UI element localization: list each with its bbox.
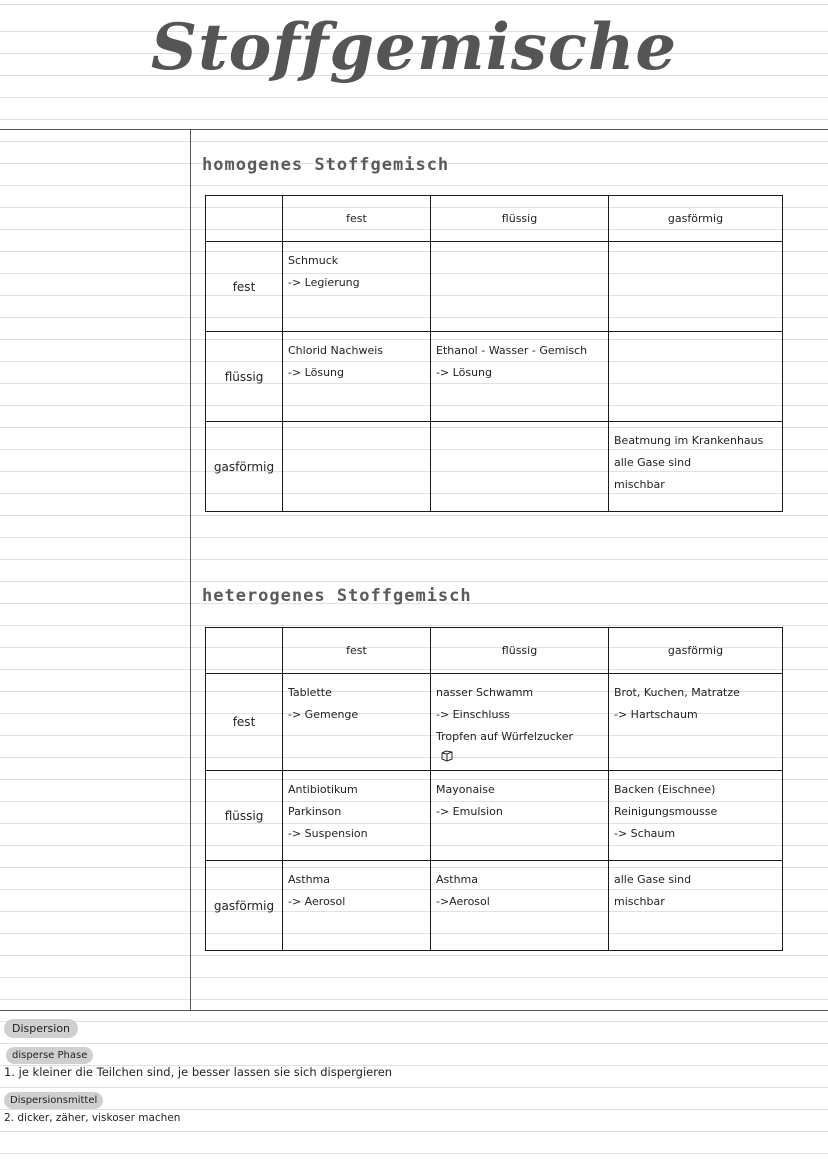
table-row [206, 332, 783, 422]
cell-text: Tropfen auf Würfelzucker [436, 730, 574, 743]
sugar-cube-icon [440, 748, 454, 767]
cell-text: -> Gemenge [288, 708, 359, 721]
cell-text: Brot, Kuchen, Matratze [614, 686, 740, 699]
row-header: flüssig [206, 771, 283, 861]
homogen-table [205, 195, 783, 512]
cell-text: alle Gase sind [614, 873, 692, 886]
table-cell [431, 422, 609, 512]
footer-divider [0, 1010, 828, 1011]
table-cell [431, 861, 609, 951]
cell-text: nasser Schwamm [436, 686, 534, 699]
cell-text: ->Aerosol [436, 895, 490, 908]
table-cell [431, 332, 609, 422]
table-row [206, 242, 783, 332]
cell-text: alle Gase sind [614, 456, 692, 469]
cell-text: -> Einschluss [436, 708, 510, 721]
cell-text: mischbar [614, 478, 665, 491]
cell-text: -> Suspension [288, 827, 368, 840]
cell-text: -> Hartschaum [614, 708, 698, 721]
cell-text: -> Lösung [436, 366, 493, 379]
table-cell [283, 332, 431, 422]
note-line-2: 2. dicker, zäher, viskoser machen [4, 1112, 181, 1124]
row-header: flüssig [206, 332, 283, 422]
row-header: fest [206, 674, 283, 771]
table-cell [609, 332, 783, 422]
column-header: flüssig [431, 196, 609, 242]
column-header: fest [283, 196, 431, 242]
margin-line [190, 129, 191, 1010]
cell-text: Chlorid Nachweis [288, 344, 384, 357]
table-cell [431, 771, 609, 861]
cell-text: Asthma [288, 873, 330, 886]
cell-text: -> Schaum [614, 827, 676, 840]
dispersion-badge: Dispersion [4, 1019, 78, 1038]
table-cell [431, 242, 609, 332]
corner-cell [206, 196, 283, 242]
table-row [206, 861, 783, 951]
table-row [206, 674, 783, 771]
table-cell [283, 771, 431, 861]
table-cell [431, 674, 609, 771]
table-cell [609, 422, 783, 512]
table-cell [609, 861, 783, 951]
heterogen-table [205, 627, 783, 951]
table-cell [283, 242, 431, 332]
cell-text: Antibiotikum [288, 783, 358, 796]
disperse-phase-badge: disperse Phase [6, 1047, 93, 1064]
cell-text: Parkinson [288, 805, 342, 818]
header-divider [0, 129, 828, 130]
page-title: Stoffgemische [150, 10, 678, 85]
homogen-heading: homogenes Stoffgemisch [202, 155, 450, 175]
cell-text: Backen (Eischnee) [614, 783, 716, 796]
table-cell [609, 674, 783, 771]
column-header: gasförmig [609, 196, 783, 242]
cell-text: -> Aerosol [288, 895, 346, 908]
note-line-1: 1. je kleiner die Teilchen sind, je besser lassen sie sich dispergieren [4, 1065, 393, 1079]
table-cell [609, 771, 783, 861]
cell-text: -> Legierung [288, 276, 360, 289]
column-header: gasförmig [609, 628, 783, 674]
heterogen-heading: heterogenes Stoffgemisch [202, 586, 472, 606]
table-row [206, 771, 783, 861]
row-header: gasförmig [206, 422, 283, 512]
cell-text: Schmuck [288, 254, 339, 267]
column-header: fest [283, 628, 431, 674]
cell-text: Reinigungsmousse [614, 805, 718, 818]
homogen-header-row [206, 196, 783, 242]
row-header: gasförmig [206, 861, 283, 951]
row-header: fest [206, 242, 283, 332]
cell-text: Ethanol - Wasser - Gemisch [436, 344, 588, 357]
dispersionsmittel-badge: Dispersionsmittel [4, 1092, 103, 1109]
cell-text: Asthma [436, 873, 478, 886]
corner-cell [206, 628, 283, 674]
cell-text: -> Lösung [288, 366, 345, 379]
table-row [206, 422, 783, 512]
table-cell [283, 861, 431, 951]
cell-text: Beatmung im Krankenhaus [614, 434, 764, 447]
cell-text: mischbar [614, 895, 665, 908]
cell-text: Mayonaise [436, 783, 495, 796]
table-cell [283, 674, 431, 771]
table-cell [609, 242, 783, 332]
table-cell [283, 422, 431, 512]
heterogen-header-row [206, 628, 783, 674]
column-header: flüssig [431, 628, 609, 674]
cell-text: -> Emulsion [436, 805, 503, 818]
cell-text: Tablette [288, 686, 332, 699]
